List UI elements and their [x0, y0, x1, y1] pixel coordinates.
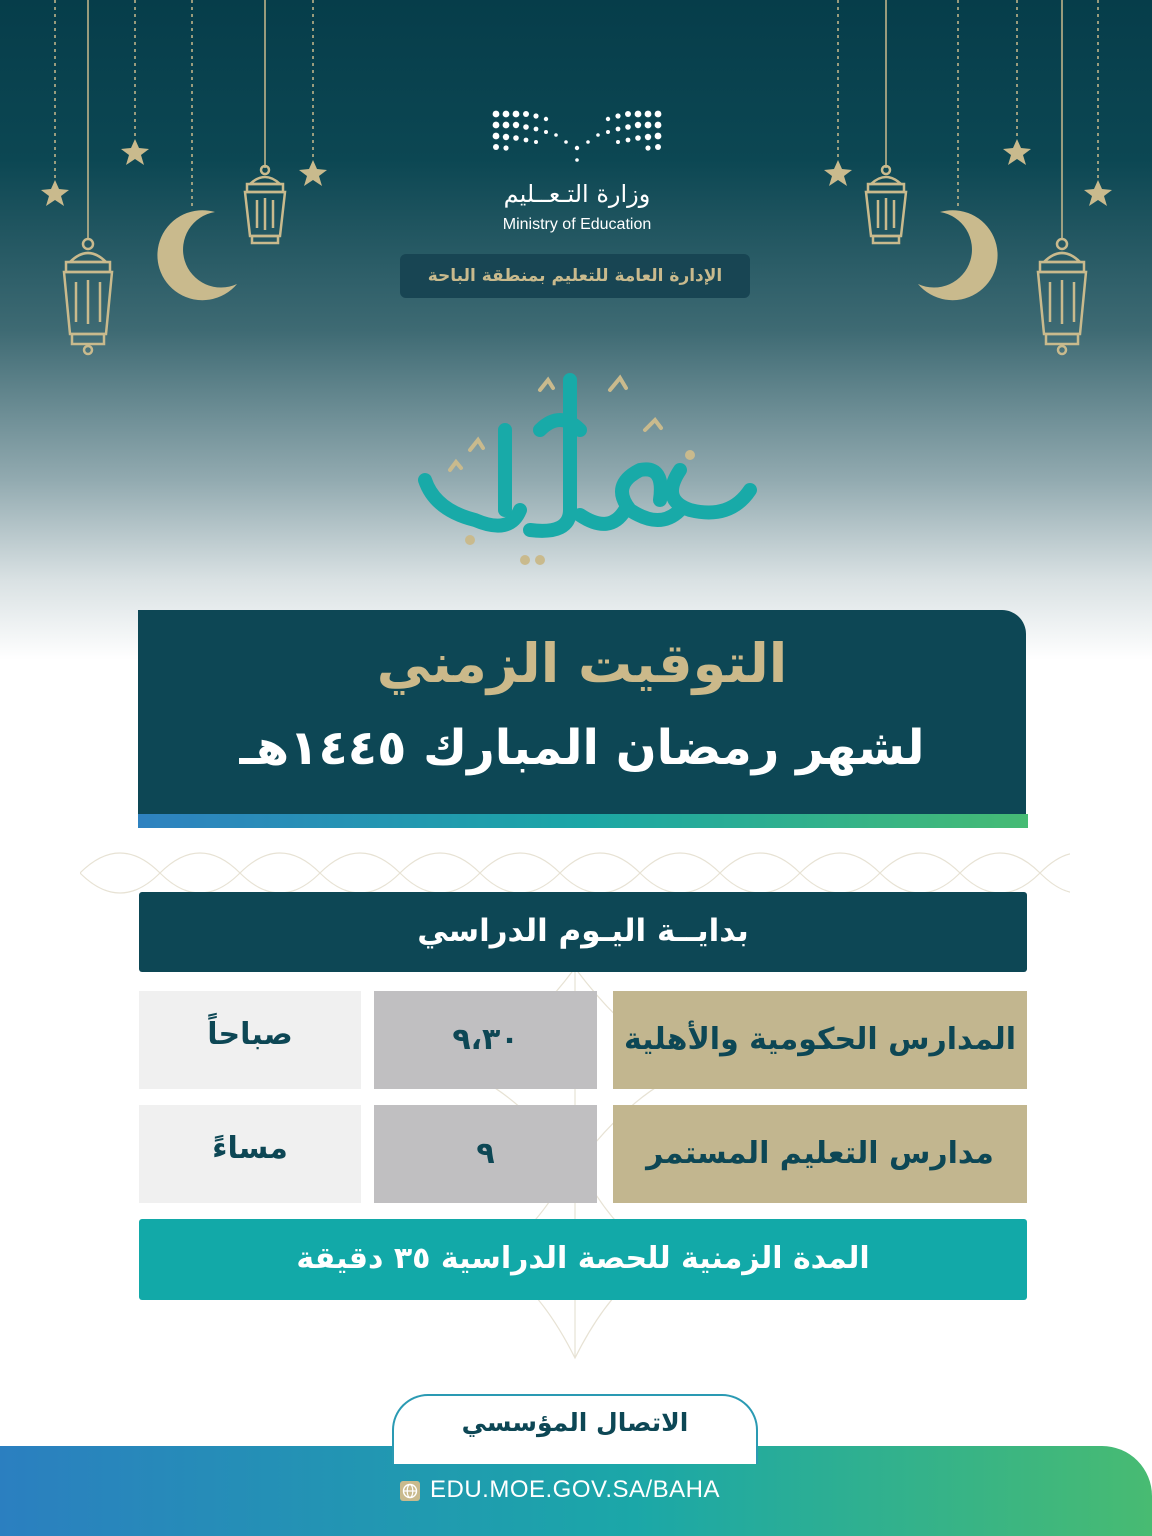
website-link[interactable]: EDU.MOE.GOV.SA/BAHA [430, 1476, 721, 1503]
ministry-name-arabic: وزارة التـعــليم [503, 180, 651, 208]
globe-icon [400, 1481, 420, 1501]
crescent-icon [918, 210, 998, 300]
page-title: التوقيت الزمني [376, 632, 788, 695]
lantern-icon [866, 166, 906, 243]
corporate-communication-tab: الاتصال المؤسسي [392, 1394, 758, 1464]
lantern-icon [245, 166, 285, 243]
school-type-cell: المدارس الحكومية والأهلية [613, 991, 1027, 1089]
lantern-icon [64, 239, 112, 354]
period-cell: صباحاً [139, 991, 361, 1089]
star-icon [1084, 180, 1112, 206]
start-time-cell: ٩،٣٠ [374, 991, 597, 1089]
title-accent-bar [138, 814, 1028, 828]
school-type-cell: مدارس التعليم المستمر [613, 1105, 1027, 1203]
lesson-duration-banner: المدة الزمنية للحصة الدراسية ٣٥ دقيقة [139, 1219, 1027, 1300]
star-icon [824, 160, 852, 186]
start-time-cell: ٩ [374, 1105, 597, 1203]
period-cell: مساءً [139, 1105, 361, 1203]
ministry-name-english: Ministry of Education [502, 216, 652, 233]
star-icon [1003, 139, 1031, 165]
star-icon [41, 180, 69, 206]
ramadan-mubarak-calligraphy [410, 360, 760, 570]
crescent-icon [157, 210, 237, 300]
schedule-heading: بدايــة اليـوم الدراسي [139, 892, 1027, 972]
ministry-logo-icon [492, 108, 662, 168]
star-icon [299, 160, 327, 186]
directorate-badge: الإدارة العامة للتعليم بمنطقة الباحة [400, 254, 750, 298]
lantern-icon [1038, 239, 1086, 354]
page-subtitle: لشهر رمضان المبارك ١٤٤٥هـ [239, 720, 925, 776]
star-icon [121, 139, 149, 165]
